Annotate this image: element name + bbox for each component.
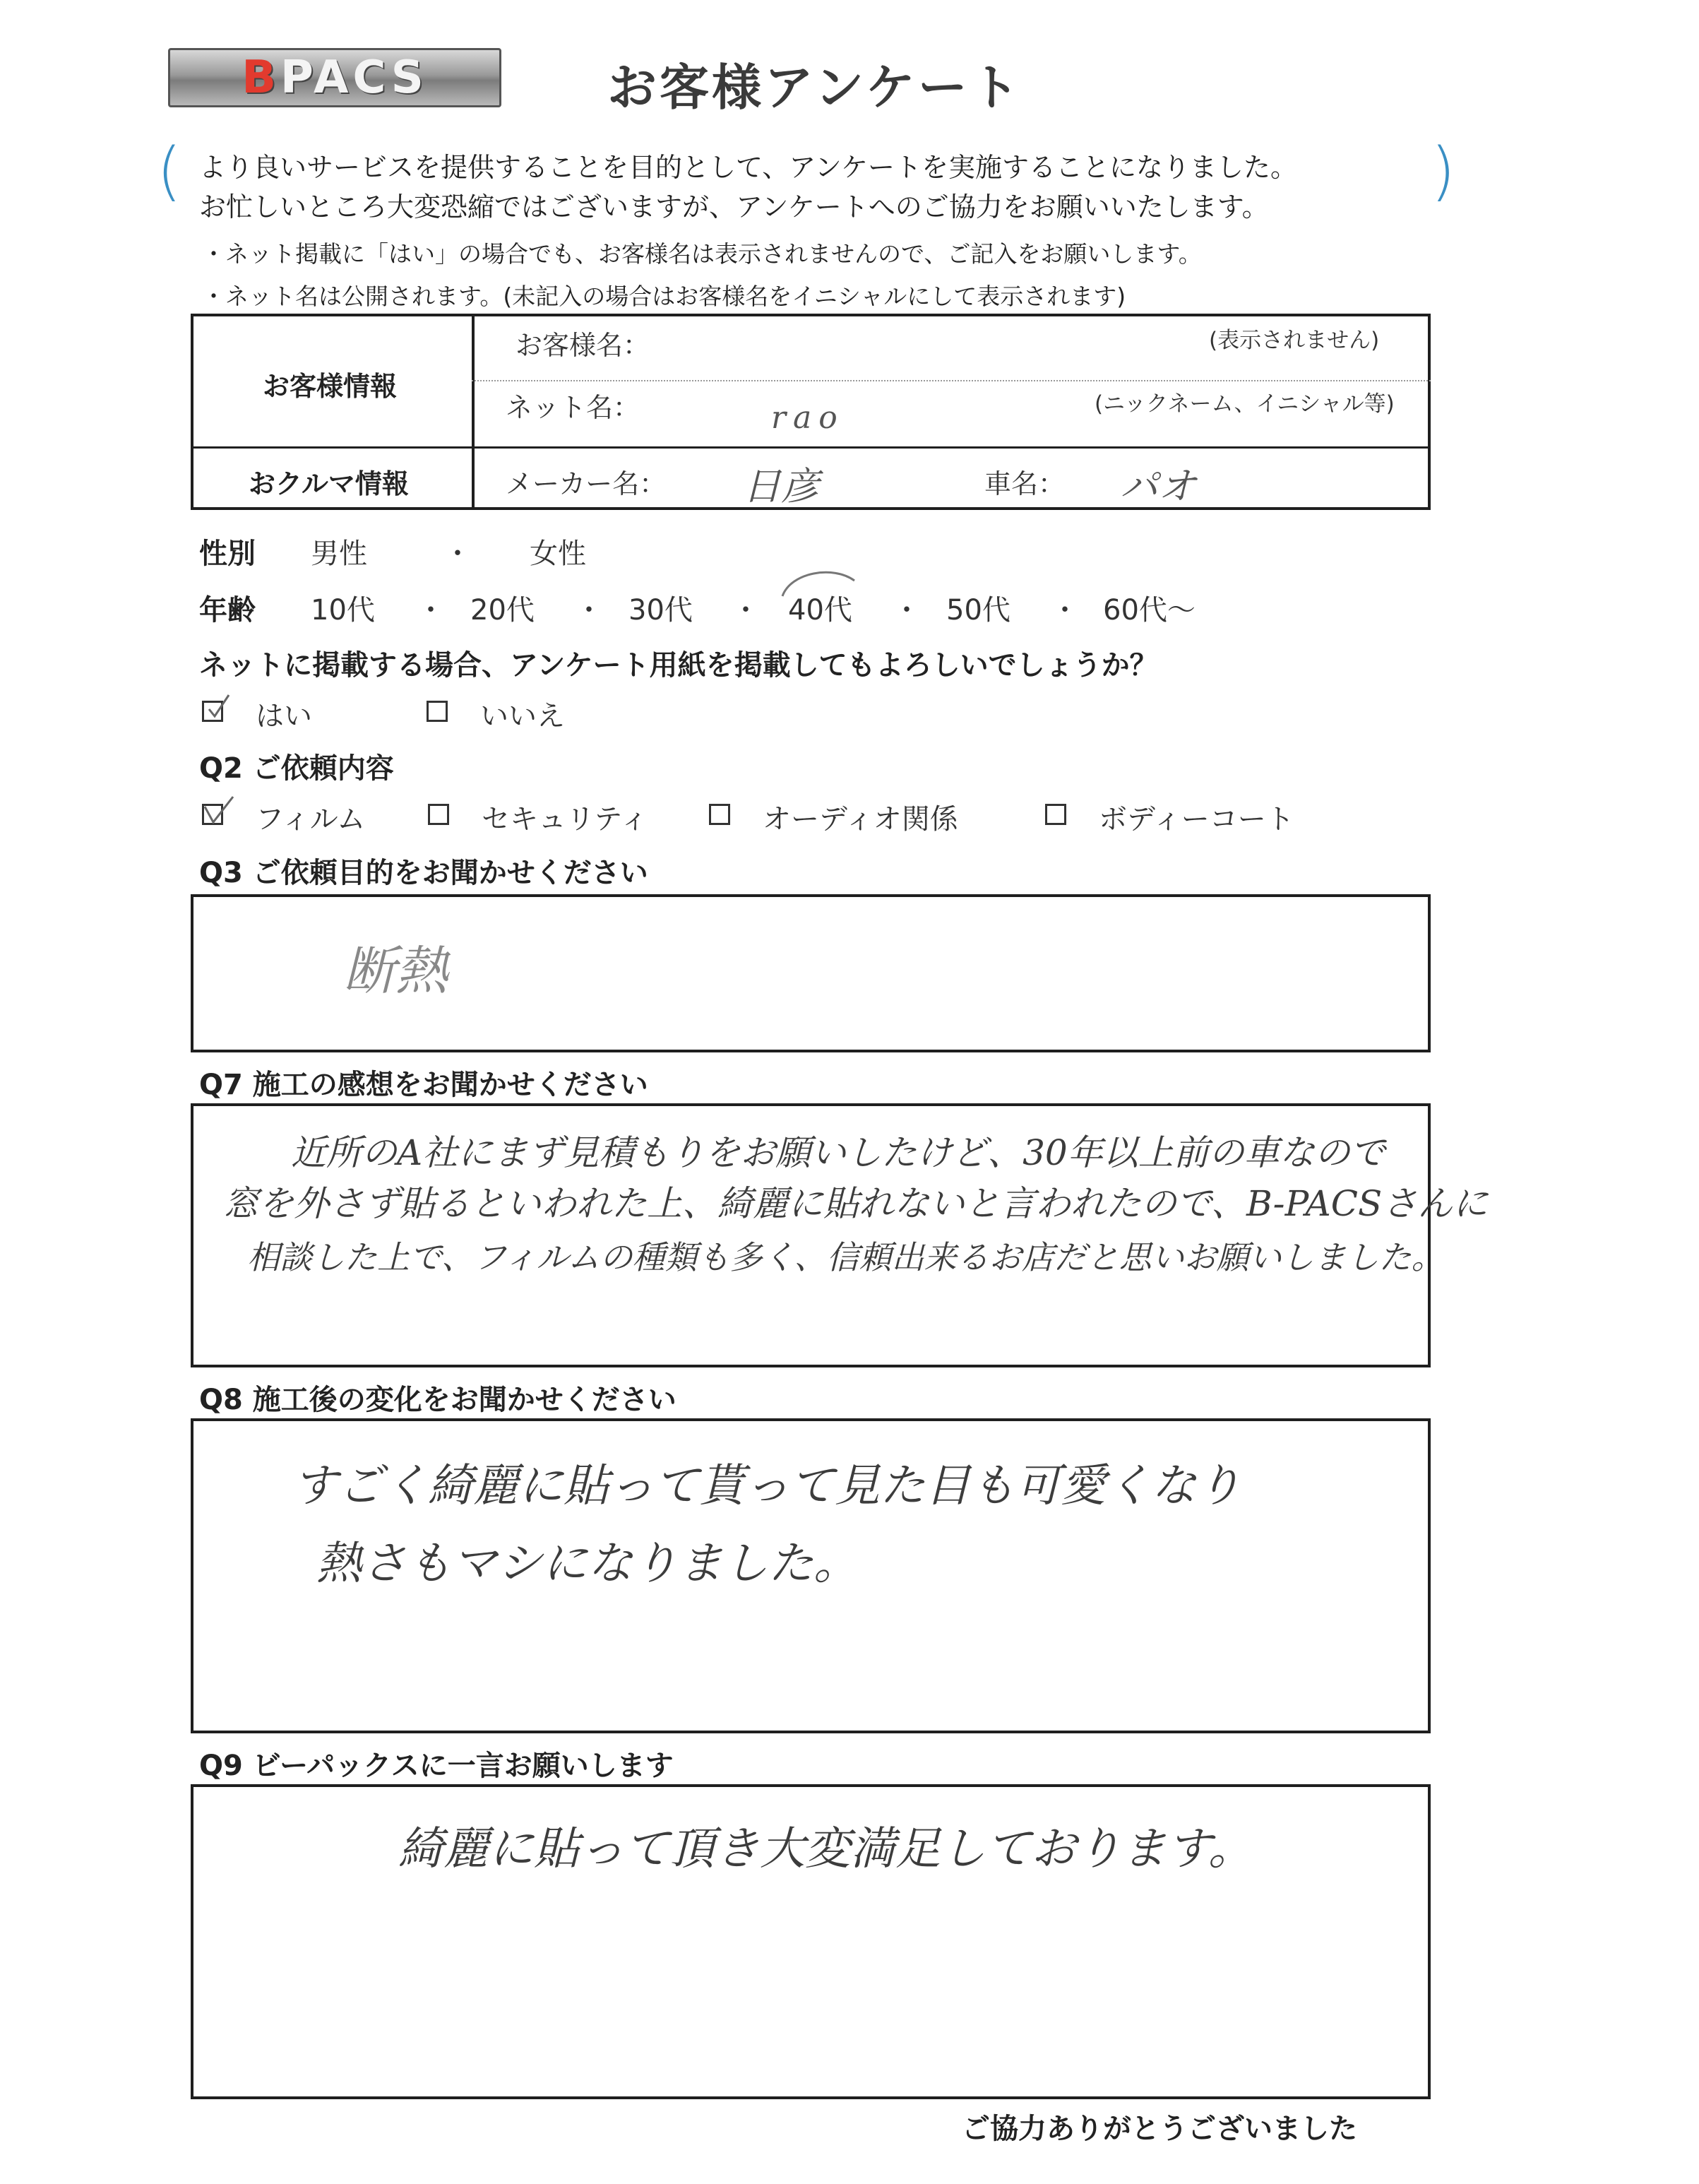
q2-question: Q2 ご依頼内容 (199, 752, 394, 785)
q9-question: Q9 ビーパックスに一言お願いします (199, 1750, 674, 1782)
q2-audio-label: オーディオ関係 (763, 803, 958, 836)
gender-male[interactable]: 男性 (311, 538, 367, 570)
net-name-note: (ニックネーム、イニシャル等) (1095, 391, 1395, 417)
q8-answer-line-1: すごく綺麗に貼って貰って見た目も可愛くなり (292, 1460, 1241, 1512)
right-bracket-icon: ) (1431, 134, 1456, 208)
gender-female[interactable]: 女性 (530, 538, 586, 570)
checkmark-icon (205, 692, 233, 720)
logo-prefix: B (242, 52, 280, 104)
logo-text: PACS (280, 52, 428, 104)
customer-info-label: お客様情報 (263, 371, 398, 402)
age-separator: ・ (575, 594, 603, 627)
thanks-message: ご協力ありがとうございました (962, 2113, 1357, 2145)
age-30s[interactable]: 30代 (628, 594, 693, 627)
car-name-value: パオ (1120, 464, 1196, 509)
table-divider-horizontal (191, 446, 1431, 449)
age-10s[interactable]: 10代 (311, 594, 375, 627)
q8-answer-line-2: 熱さもマシになりました。 (316, 1538, 859, 1590)
q8-question: Q8 施工後の変化をお聞かせください (199, 1384, 676, 1416)
q2-audio-checkbox[interactable] (709, 804, 730, 825)
net-name-label: ネット名： (506, 392, 640, 423)
q9-answer: 綺麗に貼って頂き大変満足しております。 (398, 1823, 1253, 1875)
bpacs-logo (168, 48, 501, 107)
maker-value: 日彦 (743, 464, 819, 509)
car-info-label: おクルマ情報 (249, 468, 409, 499)
left-bracket-icon: ( (157, 134, 182, 208)
age-20s[interactable]: 20代 (470, 594, 535, 627)
page-title: お客様アンケート (607, 59, 1023, 117)
q2-bodycoat-label: ボディーコート (1099, 803, 1294, 836)
age-60s-plus[interactable]: 60代〜 (1103, 594, 1196, 627)
net-name-value: rao (771, 400, 845, 436)
q1-no-label: いいえ (480, 700, 565, 732)
customer-name-note: (表示されません) (1209, 328, 1380, 353)
q7-question: Q7 施工の感想をお聞かせください (199, 1069, 648, 1101)
q1-question: ネットに掲載する場合、アンケート用紙を掲載してもよろしいでしょうか？ (199, 649, 1158, 682)
age-separator: ・ (417, 594, 445, 627)
intro-note-1: ・ネット掲載に「はい」の場合でも、お客様名は表示されませんので、ご記入をお願いします。 (202, 240, 1202, 268)
customer-name-label: お客様名： (515, 330, 650, 361)
q1-no-checkbox[interactable] (427, 701, 448, 722)
age-label: 年齢 (199, 594, 256, 627)
age-separator: ・ (732, 594, 760, 627)
gender-label: 性別 (199, 538, 256, 570)
age-40s[interactable]: 40代 (788, 594, 852, 627)
age-separator: ・ (893, 594, 921, 627)
intro-line-2: お忙しいところ大変恐縮ではございますが、アンケートへのご協力をお願いいたします。 (199, 191, 1269, 222)
q2-bodycoat-checkbox[interactable] (1045, 804, 1066, 825)
table-divider-dotted (472, 380, 1431, 382)
q3-answer: 断熱 (343, 941, 448, 1002)
maker-label: メーカー名： (506, 468, 667, 499)
gender-separator: ・ (443, 538, 472, 570)
car-name-label: 車名： (984, 468, 1066, 499)
intro-line-1: より良いサービスを提供することを目的として、アンケートを実施することになりました。 (199, 152, 1297, 183)
age-separator: ・ (1051, 594, 1079, 627)
q2-security-label: セキュリティ (482, 803, 648, 836)
age-selected-circle-icon (777, 565, 862, 600)
q7-answer-line-2: 窓を外さず貼るといわれた上、綺麗に貼れないと言われたので、B-PACSさんに (223, 1183, 1489, 1224)
q3-question: Q3 ご依頼目的をお聞かせください (199, 857, 648, 889)
checkmark-icon (202, 794, 237, 828)
q2-film-label: フィルム (256, 803, 366, 836)
q7-answer-line-1: 近所のA社にまず見積もりをお願いしたけど、30年以上前の車なので (291, 1132, 1385, 1173)
q2-security-checkbox[interactable] (428, 804, 449, 825)
intro-note-2: ・ネット名は公開されます。(未記入の場合はお客様名をイニシャルにして表示されます) (202, 283, 1126, 310)
age-50s[interactable]: 50代 (946, 594, 1011, 627)
table-divider-vertical (472, 314, 475, 510)
q7-answer-line-3: 相談した上で、フィルムの種類も多く、信頼出来るお店だと思いお願いしました。 (247, 1238, 1444, 1276)
q1-yes-label: はい (256, 700, 312, 732)
